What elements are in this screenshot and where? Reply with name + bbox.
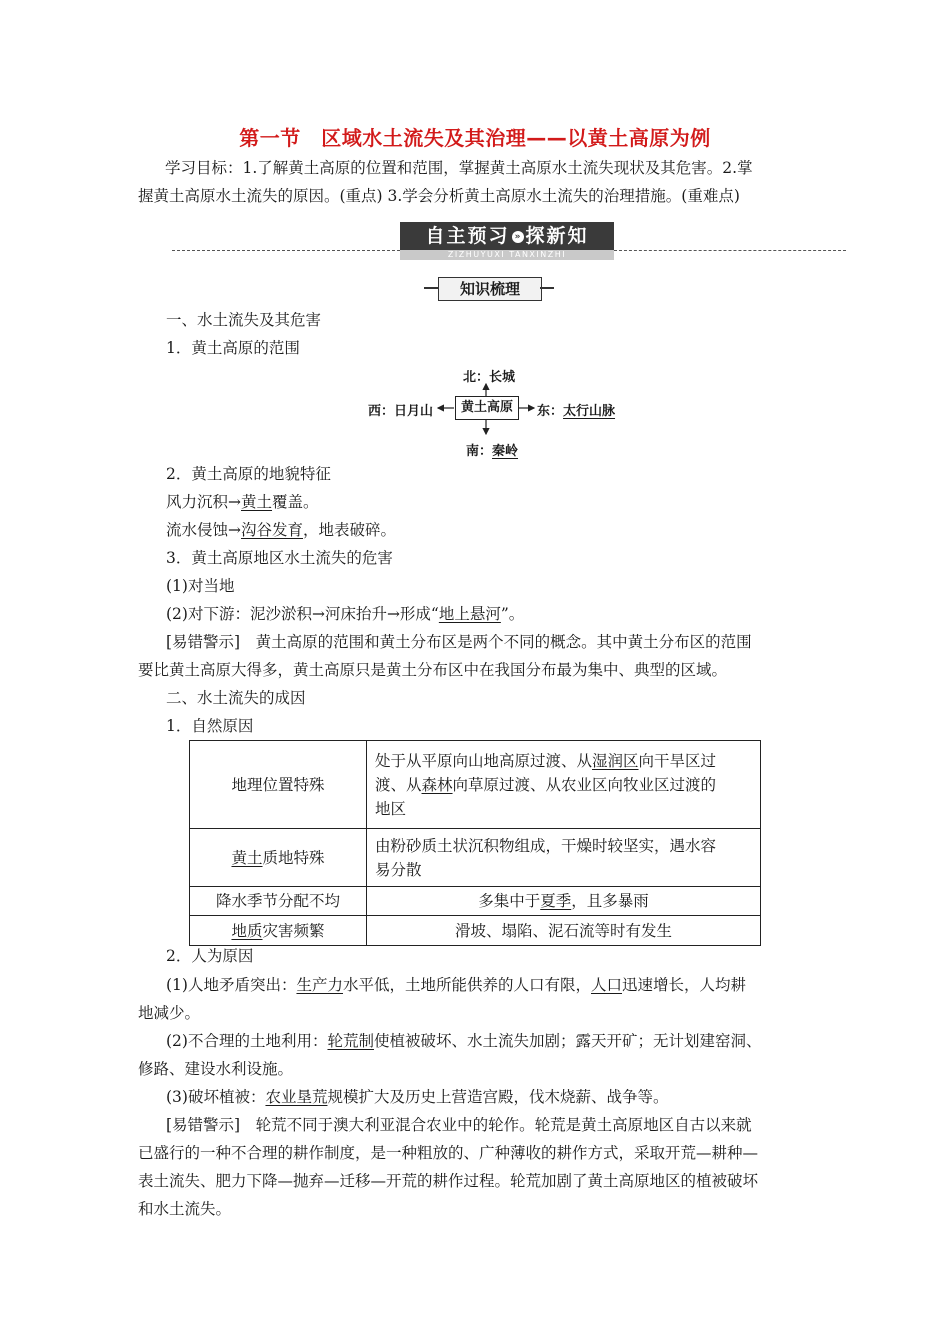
table-row xyxy=(190,741,761,829)
h1-answer-1: 生产力 xyxy=(296,976,343,994)
banner-left-text: 自主预习 xyxy=(425,225,510,247)
knowledge-tag: 知识梳理 xyxy=(438,277,542,301)
l1-text-b: 覆盖。 xyxy=(272,493,319,511)
human-2-line-2: 修路、建设水利设施。 xyxy=(138,1060,294,1078)
r2-label-answer: 黄土 xyxy=(231,848,263,867)
h1-text-c: 迅速增长，人均耕 xyxy=(622,976,747,994)
map-center-box: 黄土高原 xyxy=(455,396,519,420)
h3-text-b: 规模扩大及历史上营造宫殿，伐木烧薪、战争等。 xyxy=(327,1088,669,1106)
human-1-line-2: 地减少。 xyxy=(138,1004,201,1022)
r1-text-a: 处于从平原向山地高原过渡、从 xyxy=(375,751,593,770)
h1-text-b: 水平低，土地所能供养的人口有限， xyxy=(342,976,591,994)
h2-text-b: 使植被破坏、水土流失加剧；露天开矿；无计划建窑洞、 xyxy=(373,1032,762,1050)
warning-2-line-2: 已盛行的一种不合理的耕作制度，是一种粗放的、广种薄收的耕作方式，采取开荒—耕种— xyxy=(138,1144,759,1162)
map-west-value: 日月山 xyxy=(394,404,434,419)
l1-text-a: 风力沉积→ xyxy=(166,493,241,511)
l1-answer: 黄土 xyxy=(241,493,273,511)
l2-text-b: ，地表破碎。 xyxy=(303,521,397,539)
human-3-line xyxy=(166,1087,669,1107)
objectives-line-2: 握黄土高原水土流失的原因。(重点) 3.学会分析黄土高原水土流失的治理措施。(重难点) xyxy=(138,187,740,205)
r2-text-a: 由粉砂质土状沉积物组成，干燥时较坚实，遇水容 xyxy=(375,836,717,855)
warning-2-line-3: 表土流失、肥力下降—抛弃—迁移—开荒的耕作过程。轮荒加剧了黄土高原地区的植被破坏 xyxy=(138,1172,759,1190)
p2-text-a: (2)对下游：泥沙淤积→河床抬升→形成“ xyxy=(166,605,439,623)
map-north-label: 北： xyxy=(463,370,490,385)
table-value-precip xyxy=(367,887,761,916)
r3-answer: 夏季 xyxy=(540,892,572,910)
warning-2-line-4: 和水土流失。 xyxy=(138,1200,232,1218)
r1-text-b: 向干旱区过 xyxy=(638,751,717,770)
h2-answer: 轮荒制 xyxy=(327,1032,374,1050)
p2-answer: 地上悬河 xyxy=(438,605,501,623)
table-value-location xyxy=(367,741,761,829)
sec1-item3: 3．黄土高原地区水土流失的危害 xyxy=(166,549,393,567)
landform-line-1 xyxy=(166,492,319,512)
h1-answer-2: 人口 xyxy=(591,976,623,994)
banner-subtitle: ZIZHUYUXI TANXINZHI xyxy=(400,250,614,260)
h2-text-a: (2)不合理的土地利用： xyxy=(166,1032,328,1050)
objectives-line-1: 学习目标：1.了解黄土高原的位置和范围，掌握黄土高原水土流失现状及其危害。2.掌 xyxy=(165,159,753,177)
harm-local: (1)对当地 xyxy=(166,577,235,595)
sec1-item2: 2．黄土高原的地貌特征 xyxy=(166,465,331,483)
map-south-value: 秦岭 xyxy=(492,444,519,459)
page-title: 第一节 区域水土流失及其治理——以黄土高原为例 xyxy=(239,126,711,150)
table-label-hazard xyxy=(190,916,367,946)
table-row xyxy=(190,887,761,916)
sec2-heading: 二、水土流失的成因 xyxy=(166,689,306,707)
sec1-heading: 一、水土流失及其危害 xyxy=(166,311,322,329)
natural-causes-table xyxy=(189,740,761,946)
divider-left xyxy=(172,250,400,251)
r2-text-b: 易分散 xyxy=(375,860,422,879)
map-west xyxy=(368,400,433,419)
tag-bar-right xyxy=(540,287,554,289)
sec2-item2: 2．人为原因 xyxy=(166,947,254,965)
warning-1-line-2: 要比黄土高原大得多，黄土高原只是黄土分布区中在我国分布最为集中、典型的区域。 xyxy=(138,661,728,679)
h3-text-a: (3)破坏植被： xyxy=(166,1088,266,1106)
table-row xyxy=(190,829,761,887)
map-south-label: 南： xyxy=(466,444,493,459)
map-arrows xyxy=(430,378,540,442)
harm-downstream xyxy=(166,604,524,624)
human-1-line-1 xyxy=(166,975,746,995)
map-east-label: 东： xyxy=(537,404,564,419)
human-2-line-1 xyxy=(166,1031,762,1051)
section-banner xyxy=(400,222,614,250)
map-east-value: 太行山脉 xyxy=(563,404,616,419)
arrow-circle-icon: » xyxy=(512,231,524,243)
map-east xyxy=(537,400,615,419)
l2-answer: 沟谷发育 xyxy=(241,521,304,539)
h1-text-a: (1)人地矛盾突出： xyxy=(166,976,297,994)
warning-2-line-1: [易错警示] 轮荒不同于澳大利亚混合农业中的轮作。轮荒是黄土高原地区自古以来就 xyxy=(166,1116,752,1134)
sec1-item1: 1．黄土高原的范围 xyxy=(166,339,300,357)
map-west-label: 西： xyxy=(368,404,395,419)
table-value-loess xyxy=(367,829,761,887)
h3-answer: 农业垦荒 xyxy=(265,1088,328,1106)
table-row xyxy=(190,916,761,946)
banner-right-text: 探新知 xyxy=(525,225,589,247)
r1-answer-1: 湿润区 xyxy=(592,751,639,770)
r1-answer-2: 森林 xyxy=(421,775,453,794)
warning-1-line-1: [易错警示] 黄土高原的范围和黄土分布区是两个不同的概念。其中黄土分布区的范围 xyxy=(166,633,752,651)
r1-text-d: 向草原过渡、从农业区向牧业区过渡的 xyxy=(452,775,717,794)
table-label-precip: 降水季节分配不均 xyxy=(190,887,367,916)
r4-label-answer: 地质 xyxy=(231,921,263,940)
map-north-value: 长城 xyxy=(489,370,516,385)
r1-text-e: 地区 xyxy=(375,799,407,818)
tag-bar-left xyxy=(424,287,438,289)
r3-text-b: ，且多暴雨 xyxy=(571,892,649,910)
table-label-location: 地理位置特殊 xyxy=(190,741,367,829)
r2-label-text: 质地特殊 xyxy=(262,848,325,867)
l2-text-a: 流水侵蚀→ xyxy=(166,521,241,539)
map-south xyxy=(466,440,518,459)
r1-text-c: 渡、从 xyxy=(375,775,422,794)
table-label-loess xyxy=(190,829,367,887)
p2-text-b: ”。 xyxy=(500,605,525,623)
r3-text-a: 多集中于 xyxy=(478,892,541,910)
r4-label-text: 灾害频繁 xyxy=(262,921,325,940)
sec2-item1: 1．自然原因 xyxy=(166,717,254,735)
landform-line-2 xyxy=(166,520,396,540)
table-value-hazard: 滑坡、塌陷、泥石流等时有发生 xyxy=(367,916,761,946)
divider-right xyxy=(614,250,846,251)
